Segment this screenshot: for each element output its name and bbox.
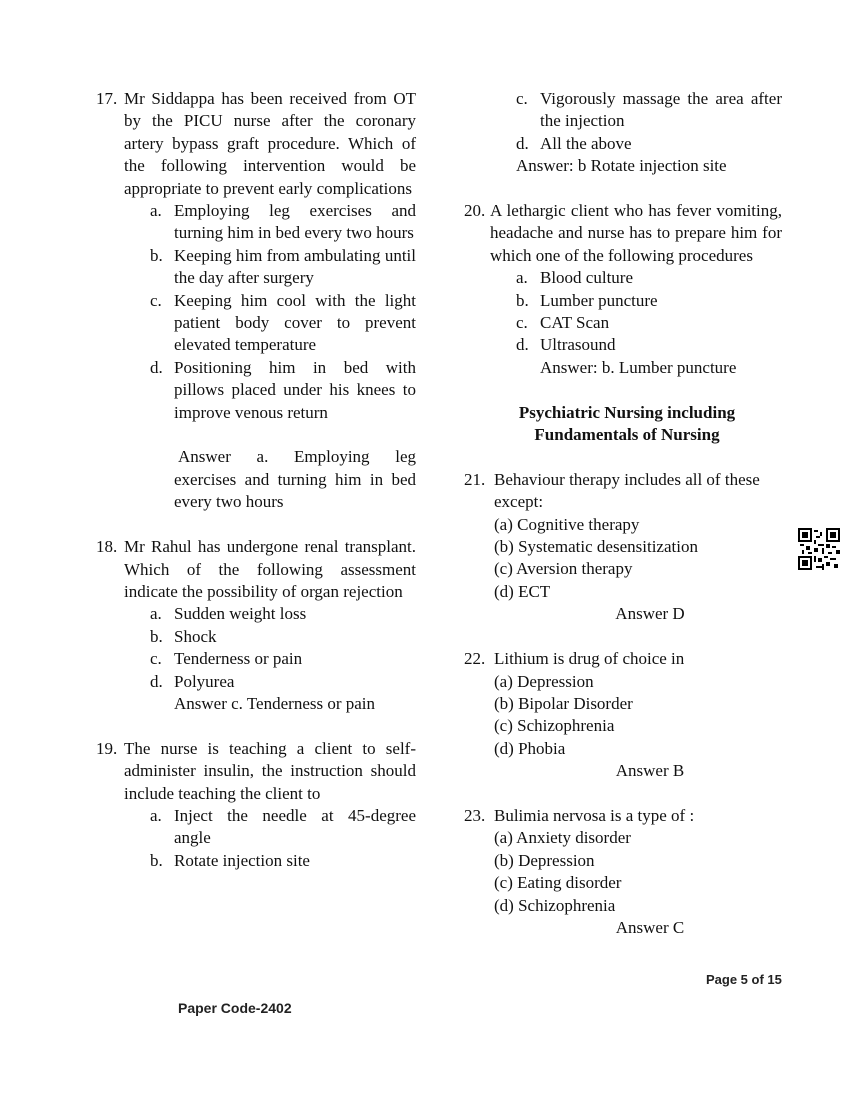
question-20 (464, 200, 782, 379)
option: d. All the above (516, 133, 632, 153)
question-text: The nurse is teaching a client to self-administer insulin, the instruction should include teaching the client to (124, 738, 416, 803)
section-heading (472, 402, 782, 447)
option: (a) Cognitive therapy (494, 514, 640, 534)
page-number: Page 5 of 15 (706, 972, 782, 987)
option: a. Sudden weight loss (150, 604, 307, 624)
option: c. CAT Scan (516, 313, 610, 333)
question-number: 18. (96, 537, 118, 557)
question-18 (96, 536, 416, 715)
option: (a) Anxiety disorder (494, 828, 631, 848)
answer: Answer B (615, 761, 685, 781)
question-number: 22. (464, 649, 486, 669)
question-22 (464, 648, 782, 782)
answer: Answer: b. Lumber puncture (540, 357, 737, 377)
option: b. Keeping him from ambulating until the day after surgery (150, 245, 416, 288)
option: c. Keeping him cool with the light patient body cover to prevent elevated temperature (150, 290, 416, 355)
section-heading-line: Fundamentals of Nursing (534, 425, 720, 445)
question-text: Mr Siddappa has been received from OT by the PICU nurse after the coronary artery bypass graft procedure. Which of the following intervention would be appropriate to prevent early complications (124, 89, 416, 198)
option: (c) Eating disorder (494, 873, 622, 893)
question-19-continued (464, 88, 782, 178)
option: (d) Schizophrenia (494, 895, 616, 915)
option: c. Tenderness or pain (150, 649, 303, 669)
answer: Answer c. Tenderness or pain (174, 693, 376, 713)
option: (b) Depression (494, 850, 595, 870)
option: (b) Systematic desensitization (494, 537, 698, 557)
option: (c) Aversion therapy (494, 559, 633, 579)
option: d. Ultrasound (516, 335, 616, 355)
question-number: 23. (464, 805, 486, 825)
option: b. Rotate injection site (150, 850, 310, 870)
option: (c) Schizophrenia (494, 716, 615, 736)
question-number: 19. (96, 738, 118, 758)
question-number: 20. (464, 201, 486, 221)
qr-code-icon (798, 528, 840, 570)
question-21 (464, 469, 782, 626)
option: b. Shock (150, 626, 217, 646)
option: d. Polyurea (150, 671, 235, 691)
left-column (96, 88, 416, 872)
question-number: 21. (464, 469, 486, 489)
right-column (464, 88, 782, 939)
question-text: Bulimia nervosa is a type of : (494, 805, 695, 825)
option: (d) ECT (494, 581, 551, 601)
option: (b) Bipolar Disorder (494, 693, 633, 713)
question-text: Behaviour therapy includes all of these except: (494, 469, 760, 512)
question-19 (96, 738, 416, 872)
option: a. Employing leg exercises and turning him in bed every two hours (150, 201, 416, 243)
question-number: 17. (96, 89, 118, 108)
question-text: Mr Rahul has undergone renal transplant. Which of the following assessment indicate the possibility of organ rejection (124, 537, 416, 601)
question-17 (96, 88, 416, 514)
option: b. Lumber puncture (516, 290, 658, 310)
paper-code: Paper Code-2402 (178, 1000, 292, 1016)
answer: Answer a. Employing leg exercises and turning him in bed every two hours (174, 447, 416, 512)
answer: Answer C (615, 917, 685, 937)
option: (d) Phobia (494, 738, 566, 758)
option: (a) Depression (494, 671, 594, 691)
option: c. Vigorously massage the area after the injection (516, 89, 782, 131)
option: d. Positioning him in bed with pillows placed under his knees to improve venous return (150, 357, 416, 422)
option: a. Blood culture (516, 268, 634, 288)
option: a. Inject the needle at 45-degree angle (150, 805, 416, 848)
section-heading-line: Psychiatric Nursing including (518, 402, 736, 422)
question-text: A lethargic client who has fever vomiting, headache and nurse has to prepare him for which one of the following procedures (490, 201, 782, 265)
question-23 (464, 805, 782, 939)
answer: Answer D (615, 604, 685, 624)
question-text: Lithium is drug of choice in (494, 649, 685, 669)
answer: Answer: b Rotate injection site (516, 156, 727, 176)
